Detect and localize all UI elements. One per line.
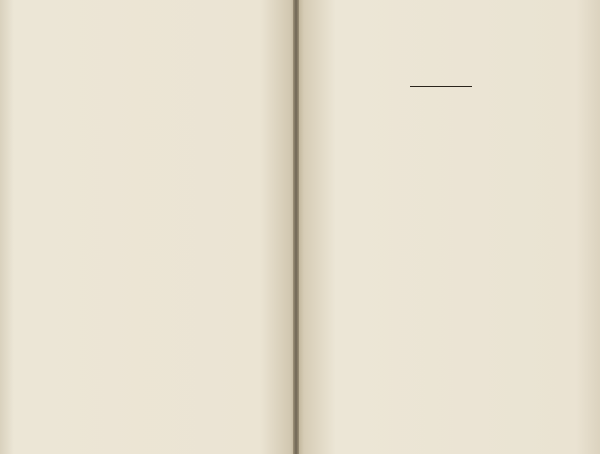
book-gutter (293, 0, 299, 454)
right-page (296, 0, 600, 454)
left-page (0, 0, 296, 454)
subheading-underline (410, 86, 472, 87)
